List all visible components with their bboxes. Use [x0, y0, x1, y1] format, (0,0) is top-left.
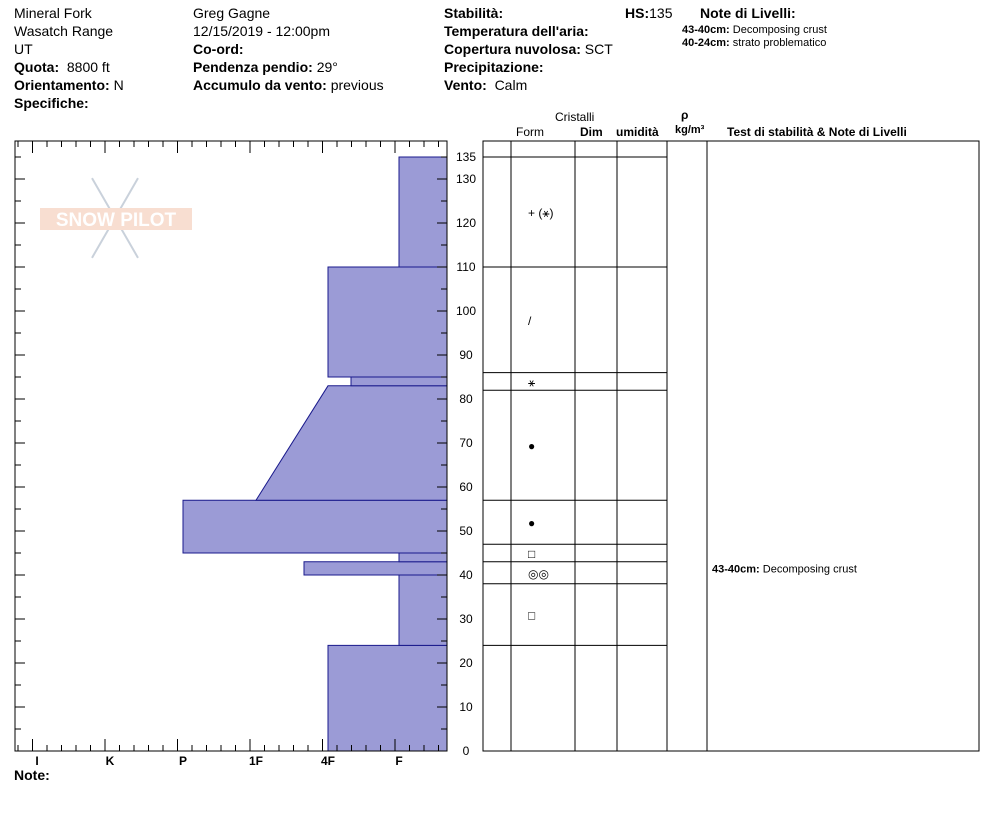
x-tick-label: F — [395, 754, 403, 768]
slope-label: Pendenza pendio: — [193, 59, 313, 75]
test-note-text: Decomposing crust — [762, 563, 857, 576]
y-tick-label: 80 — [459, 392, 473, 406]
crystals-header: Cristalli — [555, 110, 595, 124]
specifics-label: Specifiche: — [14, 95, 89, 111]
layer-form-symbol: / — [528, 313, 532, 328]
dim-header: Dim — [580, 125, 603, 139]
cloud-cover-label: Copertura nuvolosa: — [444, 41, 581, 57]
layer-form-symbol: ◎◎ — [528, 566, 549, 581]
y-tick-label: 10 — [459, 700, 473, 714]
slope-value: 29° — [316, 59, 338, 75]
y-tick-label: 90 — [459, 348, 473, 362]
hardness-bar — [183, 500, 447, 553]
y-tick-label: 100 — [455, 304, 477, 318]
layer-note-range: 43-40cm: — [682, 24, 730, 36]
notes-label: Note: — [14, 767, 50, 783]
x-tick-label: 1F — [248, 754, 264, 768]
y-tick-label: 50 — [459, 524, 473, 538]
wind-loading-value: previous — [330, 77, 384, 93]
wind-value: Calm — [494, 77, 528, 93]
stability-label: Stabilità: — [444, 5, 504, 21]
hardness-bar — [328, 645, 447, 751]
hardness-bar — [256, 386, 447, 500]
y-tick-label: 110 — [456, 260, 476, 274]
y-tick-label: 135 — [455, 150, 477, 164]
watermark-text: SNOW PILOT — [55, 210, 177, 231]
form-header: Form — [516, 125, 544, 139]
y-tick-label: 70 — [459, 436, 473, 450]
y-tick-label: 20 — [459, 656, 473, 670]
hardness-bar — [328, 267, 447, 377]
cloud-cover-value: SCT — [584, 41, 613, 57]
layer-form-symbol: + (⚹) — [528, 206, 554, 220]
layer-form-symbol: ● — [528, 516, 536, 531]
elevation-value: 8800 ft — [66, 59, 110, 75]
air-temp-label: Temperatura dell'aria: — [444, 23, 589, 39]
x-tick-label: K — [105, 754, 115, 768]
snowpilot-watermark — [40, 178, 192, 258]
y-tick-label: 120 — [455, 216, 477, 230]
y-tick-label: 40 — [459, 568, 473, 582]
aspect-value: N — [113, 77, 124, 93]
tests-header: Test di stabilità & Note di Livelli — [727, 125, 907, 139]
hardness-bar — [351, 377, 447, 386]
x-tick-label: P — [178, 754, 188, 768]
layers-frame — [483, 141, 979, 751]
elevation-label: Quota: — [14, 59, 60, 75]
y-tick-label: 30 — [459, 612, 473, 626]
y-tick-label: 60 — [459, 480, 473, 494]
hs-label: HS: — [625, 5, 650, 21]
coord-label: Co-ord: — [193, 41, 244, 57]
hardness-bar — [399, 575, 447, 645]
hs-value: 135 — [649, 5, 673, 21]
wind-label: Vento: — [444, 77, 487, 93]
precip-label: Precipitazione: — [444, 59, 544, 75]
range-name: Wasatch Range — [14, 23, 114, 39]
hardness-bar — [399, 157, 447, 267]
layer-note-text: strato problematico — [732, 37, 827, 49]
hardness-bar — [304, 562, 447, 575]
moisture-header: umidità — [616, 125, 659, 139]
x-tick-label: 4F — [320, 754, 336, 768]
layer-form-symbol: ● — [528, 439, 536, 454]
layer-notes-label: Note di Livelli: — [700, 5, 796, 21]
wind-loading-label: Accumulo da vento: — [193, 77, 327, 93]
y-tick-label: 0 — [462, 744, 470, 758]
rho-header: ρ — [681, 108, 689, 122]
state-name: UT — [14, 41, 33, 57]
hardness-bar — [399, 553, 447, 562]
observation-datetime: 12/15/2019 - 12:00pm — [193, 23, 330, 39]
test-note-range: 43-40cm: — [712, 563, 763, 576]
x-tick-label: I — [35, 754, 39, 768]
layer-form-symbol: □ — [528, 547, 536, 561]
layer-note-range: 40-24cm: — [682, 37, 730, 49]
location-name: Mineral Fork — [14, 5, 92, 21]
layer-form-symbol: ⚹ — [528, 375, 536, 390]
layer-form-symbol: □ — [528, 608, 536, 623]
layer-note-text: Decomposing crust — [732, 24, 827, 36]
y-tick-label: 130 — [455, 172, 477, 186]
test-note — [712, 563, 857, 575]
observer-name: Greg Gagne — [193, 5, 271, 21]
density-unit-header: kg/m³ — [675, 124, 705, 136]
aspect-label: Orientamento: — [14, 77, 110, 93]
